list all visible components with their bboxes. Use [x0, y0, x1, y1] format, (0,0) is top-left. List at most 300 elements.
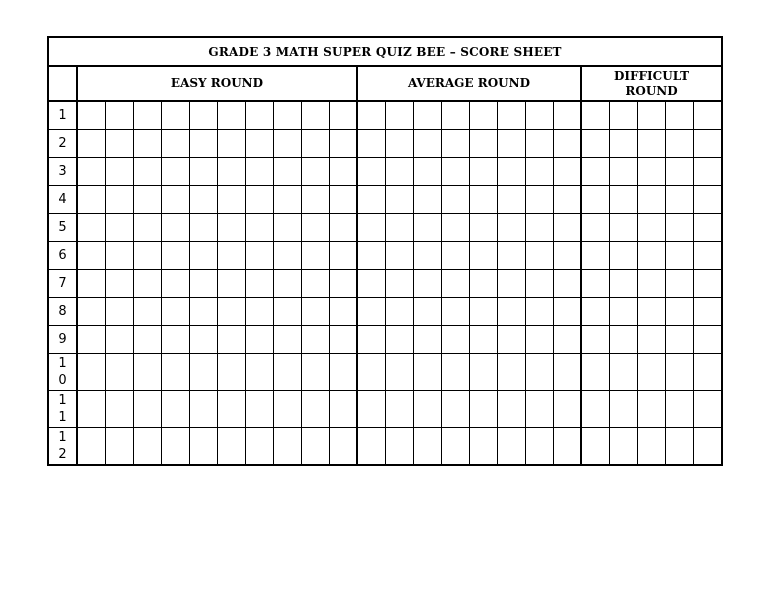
score-cell[interactable] [133, 158, 161, 186]
score-cell[interactable] [666, 242, 694, 270]
score-cell[interactable] [413, 242, 441, 270]
score-cell[interactable] [581, 242, 609, 270]
score-cell[interactable] [357, 326, 385, 354]
score-cell[interactable] [329, 158, 357, 186]
score-cell[interactable] [441, 158, 469, 186]
score-cell[interactable] [133, 270, 161, 298]
score-cell[interactable] [133, 130, 161, 158]
score-cell[interactable] [77, 214, 105, 242]
score-cell[interactable] [413, 101, 441, 130]
score-cell[interactable] [666, 391, 694, 428]
score-cell[interactable] [469, 326, 497, 354]
score-cell[interactable] [497, 186, 525, 214]
score-cell[interactable] [357, 298, 385, 326]
score-cell[interactable] [694, 326, 722, 354]
score-cell[interactable] [105, 428, 133, 466]
score-cell[interactable] [525, 354, 553, 391]
score-cell[interactable] [301, 391, 329, 428]
score-cell[interactable] [469, 270, 497, 298]
score-cell[interactable] [441, 298, 469, 326]
score-cell[interactable] [694, 130, 722, 158]
score-cell[interactable] [105, 326, 133, 354]
table-row [48, 101, 722, 130]
score-cell[interactable] [441, 130, 469, 158]
score-cell[interactable] [105, 391, 133, 428]
score-cell[interactable] [469, 101, 497, 130]
score-cell[interactable] [301, 101, 329, 130]
score-cell[interactable] [217, 326, 245, 354]
score-cell[interactable] [497, 158, 525, 186]
score-cell[interactable] [105, 298, 133, 326]
score-cell[interactable] [525, 186, 553, 214]
score-cell[interactable] [133, 326, 161, 354]
score-cell[interactable] [694, 270, 722, 298]
score-cell[interactable] [637, 391, 665, 428]
score-cell[interactable] [217, 298, 245, 326]
score-cell[interactable] [413, 186, 441, 214]
score-sheet-table [47, 36, 723, 466]
row-number-label: 9 [58, 332, 67, 347]
score-cell[interactable] [133, 214, 161, 242]
score-cell[interactable] [637, 130, 665, 158]
score-cell[interactable] [413, 354, 441, 391]
score-cell[interactable] [666, 158, 694, 186]
score-cell[interactable] [694, 428, 722, 466]
score-cell[interactable] [525, 270, 553, 298]
score-cell[interactable] [77, 391, 105, 428]
score-cell[interactable] [385, 242, 413, 270]
score-cell[interactable] [217, 158, 245, 186]
score-cell[interactable] [161, 214, 189, 242]
score-cell[interactable] [441, 186, 469, 214]
score-cell[interactable] [553, 270, 581, 298]
score-cell[interactable] [469, 186, 497, 214]
score-cell[interactable] [161, 130, 189, 158]
round-header-row [48, 66, 722, 101]
score-cell[interactable] [105, 354, 133, 391]
score-cell[interactable] [385, 270, 413, 298]
score-cell[interactable] [105, 214, 133, 242]
score-cell[interactable] [77, 354, 105, 391]
score-cell[interactable] [189, 428, 217, 466]
score-cell[interactable] [469, 298, 497, 326]
score-cell[interactable] [666, 101, 694, 130]
score-cell[interactable] [609, 186, 637, 214]
score-cell[interactable] [441, 270, 469, 298]
table-row [48, 428, 722, 466]
score-cell[interactable] [666, 214, 694, 242]
score-cell[interactable] [301, 130, 329, 158]
score-cell[interactable] [189, 270, 217, 298]
score-cell[interactable] [385, 130, 413, 158]
score-cell[interactable] [273, 242, 301, 270]
score-cell[interactable] [441, 326, 469, 354]
score-cell[interactable] [666, 186, 694, 214]
score-cell[interactable] [694, 354, 722, 391]
score-cell[interactable] [581, 186, 609, 214]
score-cell[interactable] [609, 130, 637, 158]
score-cell[interactable] [637, 326, 665, 354]
score-cell[interactable] [217, 214, 245, 242]
score-cell[interactable] [329, 130, 357, 158]
score-cell[interactable] [385, 391, 413, 428]
score-cell[interactable] [217, 130, 245, 158]
score-cell[interactable] [581, 214, 609, 242]
score-cell[interactable] [553, 130, 581, 158]
score-cell[interactable] [77, 298, 105, 326]
table-row [48, 298, 722, 326]
row-number-header [48, 66, 77, 101]
score-cell[interactable] [413, 428, 441, 466]
score-cell[interactable] [189, 158, 217, 186]
score-cell[interactable] [581, 354, 609, 391]
score-cell[interactable] [385, 428, 413, 466]
score-cell[interactable] [441, 391, 469, 428]
score-cell[interactable] [553, 391, 581, 428]
score-cell[interactable] [161, 391, 189, 428]
row-number-label: 12 [58, 430, 67, 462]
score-cell[interactable] [694, 186, 722, 214]
score-cell[interactable] [161, 158, 189, 186]
score-cell[interactable] [105, 130, 133, 158]
sheet-title: GRADE 3 MATH SUPER QUIZ BEE – SCORE SHEET [48, 37, 722, 66]
score-cell[interactable] [694, 158, 722, 186]
score-cell[interactable] [273, 101, 301, 130]
score-cell[interactable] [637, 270, 665, 298]
score-cell[interactable] [273, 158, 301, 186]
score-cell[interactable] [77, 158, 105, 186]
score-cell[interactable] [666, 130, 694, 158]
score-cell[interactable] [133, 354, 161, 391]
score-cell[interactable] [161, 101, 189, 130]
score-cell[interactable] [189, 101, 217, 130]
score-cell[interactable] [301, 186, 329, 214]
score-cell[interactable] [385, 158, 413, 186]
score-cell[interactable] [245, 242, 273, 270]
score-cell[interactable] [666, 354, 694, 391]
score-cell[interactable] [245, 130, 273, 158]
score-cell[interactable] [637, 242, 665, 270]
score-cell[interactable] [413, 391, 441, 428]
score-cell[interactable] [637, 186, 665, 214]
score-cell[interactable] [469, 391, 497, 428]
score-cell[interactable] [133, 186, 161, 214]
score-cell[interactable] [329, 391, 357, 428]
score-cell[interactable] [357, 270, 385, 298]
score-cell[interactable] [105, 242, 133, 270]
row-number [48, 354, 77, 391]
table-row [48, 242, 722, 270]
score-cell[interactable] [217, 428, 245, 466]
score-cell[interactable] [694, 298, 722, 326]
score-cell[interactable] [273, 354, 301, 391]
score-cell[interactable] [694, 101, 722, 130]
score-cell[interactable] [609, 270, 637, 298]
score-cell[interactable] [189, 242, 217, 270]
score-cell[interactable] [189, 214, 217, 242]
score-cell[interactable] [609, 428, 637, 466]
row-number-label: 7 [58, 276, 67, 291]
score-cell[interactable] [273, 130, 301, 158]
score-rows [48, 101, 722, 465]
score-cell[interactable] [217, 270, 245, 298]
score-cell[interactable] [329, 186, 357, 214]
score-cell[interactable] [581, 130, 609, 158]
score-cell[interactable] [497, 354, 525, 391]
score-cell[interactable] [189, 130, 217, 158]
score-cell[interactable] [637, 158, 665, 186]
score-cell[interactable] [525, 158, 553, 186]
score-cell[interactable] [525, 242, 553, 270]
table-row [48, 391, 722, 428]
score-cell[interactable] [497, 214, 525, 242]
score-cell[interactable] [441, 354, 469, 391]
score-cell[interactable] [105, 158, 133, 186]
score-cell[interactable] [301, 428, 329, 466]
score-cell[interactable] [77, 326, 105, 354]
score-cell[interactable] [301, 354, 329, 391]
score-cell[interactable] [77, 101, 105, 130]
score-cell[interactable] [525, 391, 553, 428]
score-cell[interactable] [189, 298, 217, 326]
score-cell[interactable] [161, 186, 189, 214]
score-cell[interactable] [357, 391, 385, 428]
score-cell[interactable] [329, 242, 357, 270]
score-cell[interactable] [245, 158, 273, 186]
score-cell[interactable] [609, 242, 637, 270]
score-cell[interactable] [525, 101, 553, 130]
score-cell[interactable] [217, 101, 245, 130]
score-cell[interactable] [469, 354, 497, 391]
score-cell[interactable] [329, 270, 357, 298]
score-cell[interactable] [637, 101, 665, 130]
score-cell[interactable] [694, 391, 722, 428]
score-cell[interactable] [357, 186, 385, 214]
score-cell[interactable] [581, 270, 609, 298]
score-cell[interactable] [553, 186, 581, 214]
score-cell[interactable] [133, 101, 161, 130]
score-cell[interactable] [245, 214, 273, 242]
score-cell[interactable] [413, 326, 441, 354]
score-cell[interactable] [525, 298, 553, 326]
score-cell[interactable] [105, 101, 133, 130]
score-cell[interactable] [609, 354, 637, 391]
row-number [48, 270, 77, 298]
score-cell[interactable] [245, 298, 273, 326]
score-cell[interactable] [245, 270, 273, 298]
score-cell[interactable] [245, 391, 273, 428]
score-cell[interactable] [553, 214, 581, 242]
score-cell[interactable] [385, 326, 413, 354]
score-cell[interactable] [273, 326, 301, 354]
score-cell[interactable] [441, 214, 469, 242]
score-cell[interactable] [161, 242, 189, 270]
score-cell[interactable] [273, 391, 301, 428]
score-cell[interactable] [329, 101, 357, 130]
score-cell[interactable] [553, 158, 581, 186]
score-cell[interactable] [553, 428, 581, 466]
score-cell[interactable] [357, 428, 385, 466]
row-number-label: 5 [58, 220, 67, 235]
score-cell[interactable] [553, 326, 581, 354]
score-cell[interactable] [637, 298, 665, 326]
score-cell[interactable] [385, 214, 413, 242]
score-cell[interactable] [581, 101, 609, 130]
score-cell[interactable] [497, 130, 525, 158]
score-cell[interactable] [694, 242, 722, 270]
score-cell[interactable] [497, 326, 525, 354]
score-cell[interactable] [273, 298, 301, 326]
score-cell[interactable] [497, 242, 525, 270]
score-cell[interactable] [357, 158, 385, 186]
score-cell[interactable] [273, 186, 301, 214]
score-cell[interactable] [273, 214, 301, 242]
score-cell[interactable] [525, 214, 553, 242]
score-cell[interactable] [77, 270, 105, 298]
score-cell[interactable] [413, 158, 441, 186]
score-cell[interactable] [161, 326, 189, 354]
score-cell[interactable] [385, 298, 413, 326]
score-cell[interactable] [525, 130, 553, 158]
row-number-label: 8 [58, 304, 67, 319]
score-cell[interactable] [469, 242, 497, 270]
score-cell[interactable] [217, 354, 245, 391]
score-cell[interactable] [301, 242, 329, 270]
score-cell[interactable] [666, 326, 694, 354]
score-cell[interactable] [553, 354, 581, 391]
score-cell[interactable] [497, 428, 525, 466]
score-cell[interactable] [189, 391, 217, 428]
score-cell[interactable] [441, 101, 469, 130]
score-cell[interactable] [245, 326, 273, 354]
score-cell[interactable] [189, 186, 217, 214]
score-cell[interactable] [273, 270, 301, 298]
row-number [48, 298, 77, 326]
score-cell[interactable] [666, 298, 694, 326]
score-cell[interactable] [161, 270, 189, 298]
score-cell[interactable] [609, 214, 637, 242]
score-cell[interactable] [77, 242, 105, 270]
score-cell[interactable] [77, 130, 105, 158]
score-cell[interactable] [441, 428, 469, 466]
score-cell[interactable] [189, 354, 217, 391]
score-cell[interactable] [694, 214, 722, 242]
score-cell[interactable] [273, 428, 301, 466]
score-cell[interactable] [329, 298, 357, 326]
score-cell[interactable] [637, 428, 665, 466]
score-cell[interactable] [133, 242, 161, 270]
row-number [48, 242, 77, 270]
score-cell[interactable] [357, 242, 385, 270]
score-cell[interactable] [245, 101, 273, 130]
score-cell[interactable] [581, 391, 609, 428]
score-cell[interactable] [217, 242, 245, 270]
score-cell[interactable] [581, 158, 609, 186]
score-cell[interactable] [469, 158, 497, 186]
score-cell[interactable] [301, 270, 329, 298]
score-cell[interactable] [245, 186, 273, 214]
score-cell[interactable] [497, 391, 525, 428]
score-cell[interactable] [609, 391, 637, 428]
score-cell[interactable] [469, 130, 497, 158]
score-cell[interactable] [301, 298, 329, 326]
score-cell[interactable] [217, 186, 245, 214]
score-cell[interactable] [609, 298, 637, 326]
score-cell[interactable] [609, 326, 637, 354]
score-cell[interactable] [385, 186, 413, 214]
score-cell[interactable] [357, 214, 385, 242]
row-number-label: 4 [58, 192, 67, 207]
score-cell[interactable] [553, 101, 581, 130]
score-cell[interactable] [329, 214, 357, 242]
score-cell[interactable] [357, 130, 385, 158]
score-cell[interactable] [357, 354, 385, 391]
score-cell[interactable] [77, 186, 105, 214]
score-cell[interactable] [189, 326, 217, 354]
score-cell[interactable] [329, 428, 357, 466]
score-cell[interactable] [413, 270, 441, 298]
score-cell[interactable] [105, 186, 133, 214]
score-cell[interactable] [133, 298, 161, 326]
difficult-round-header [581, 66, 722, 101]
score-cell[interactable] [413, 298, 441, 326]
score-cell[interactable] [161, 298, 189, 326]
score-cell[interactable] [497, 101, 525, 130]
score-cell[interactable] [497, 298, 525, 326]
score-cell[interactable] [441, 242, 469, 270]
score-cell[interactable] [581, 428, 609, 466]
score-cell[interactable] [609, 101, 637, 130]
score-cell[interactable] [637, 214, 665, 242]
score-cell[interactable] [301, 326, 329, 354]
score-cell[interactable] [666, 270, 694, 298]
score-cell[interactable] [581, 326, 609, 354]
row-number [48, 158, 77, 186]
score-cell[interactable] [385, 101, 413, 130]
score-cell[interactable] [161, 428, 189, 466]
score-cell[interactable] [553, 298, 581, 326]
score-cell[interactable] [161, 354, 189, 391]
score-cell[interactable] [637, 354, 665, 391]
score-cell[interactable] [329, 354, 357, 391]
score-cell[interactable] [497, 270, 525, 298]
score-cell[interactable] [525, 326, 553, 354]
score-cell[interactable] [301, 214, 329, 242]
score-cell[interactable] [385, 354, 413, 391]
score-cell[interactable] [105, 270, 133, 298]
score-cell[interactable] [133, 428, 161, 466]
score-cell[interactable] [245, 428, 273, 466]
score-cell[interactable] [413, 214, 441, 242]
score-cell[interactable] [77, 428, 105, 466]
row-number-label: 1 [58, 108, 67, 123]
score-cell[interactable] [469, 428, 497, 466]
difficult-round-label: DIFFICULT ROUND [614, 68, 690, 98]
score-cell[interactable] [666, 428, 694, 466]
score-cell[interactable] [469, 214, 497, 242]
score-cell[interactable] [133, 391, 161, 428]
score-cell[interactable] [329, 326, 357, 354]
score-cell[interactable] [413, 130, 441, 158]
score-cell[interactable] [553, 242, 581, 270]
score-cell[interactable] [301, 158, 329, 186]
score-cell[interactable] [609, 158, 637, 186]
score-cell[interactable] [217, 391, 245, 428]
score-cell[interactable] [245, 354, 273, 391]
score-cell[interactable] [581, 298, 609, 326]
score-cell[interactable] [525, 428, 553, 466]
score-cell[interactable] [357, 101, 385, 130]
